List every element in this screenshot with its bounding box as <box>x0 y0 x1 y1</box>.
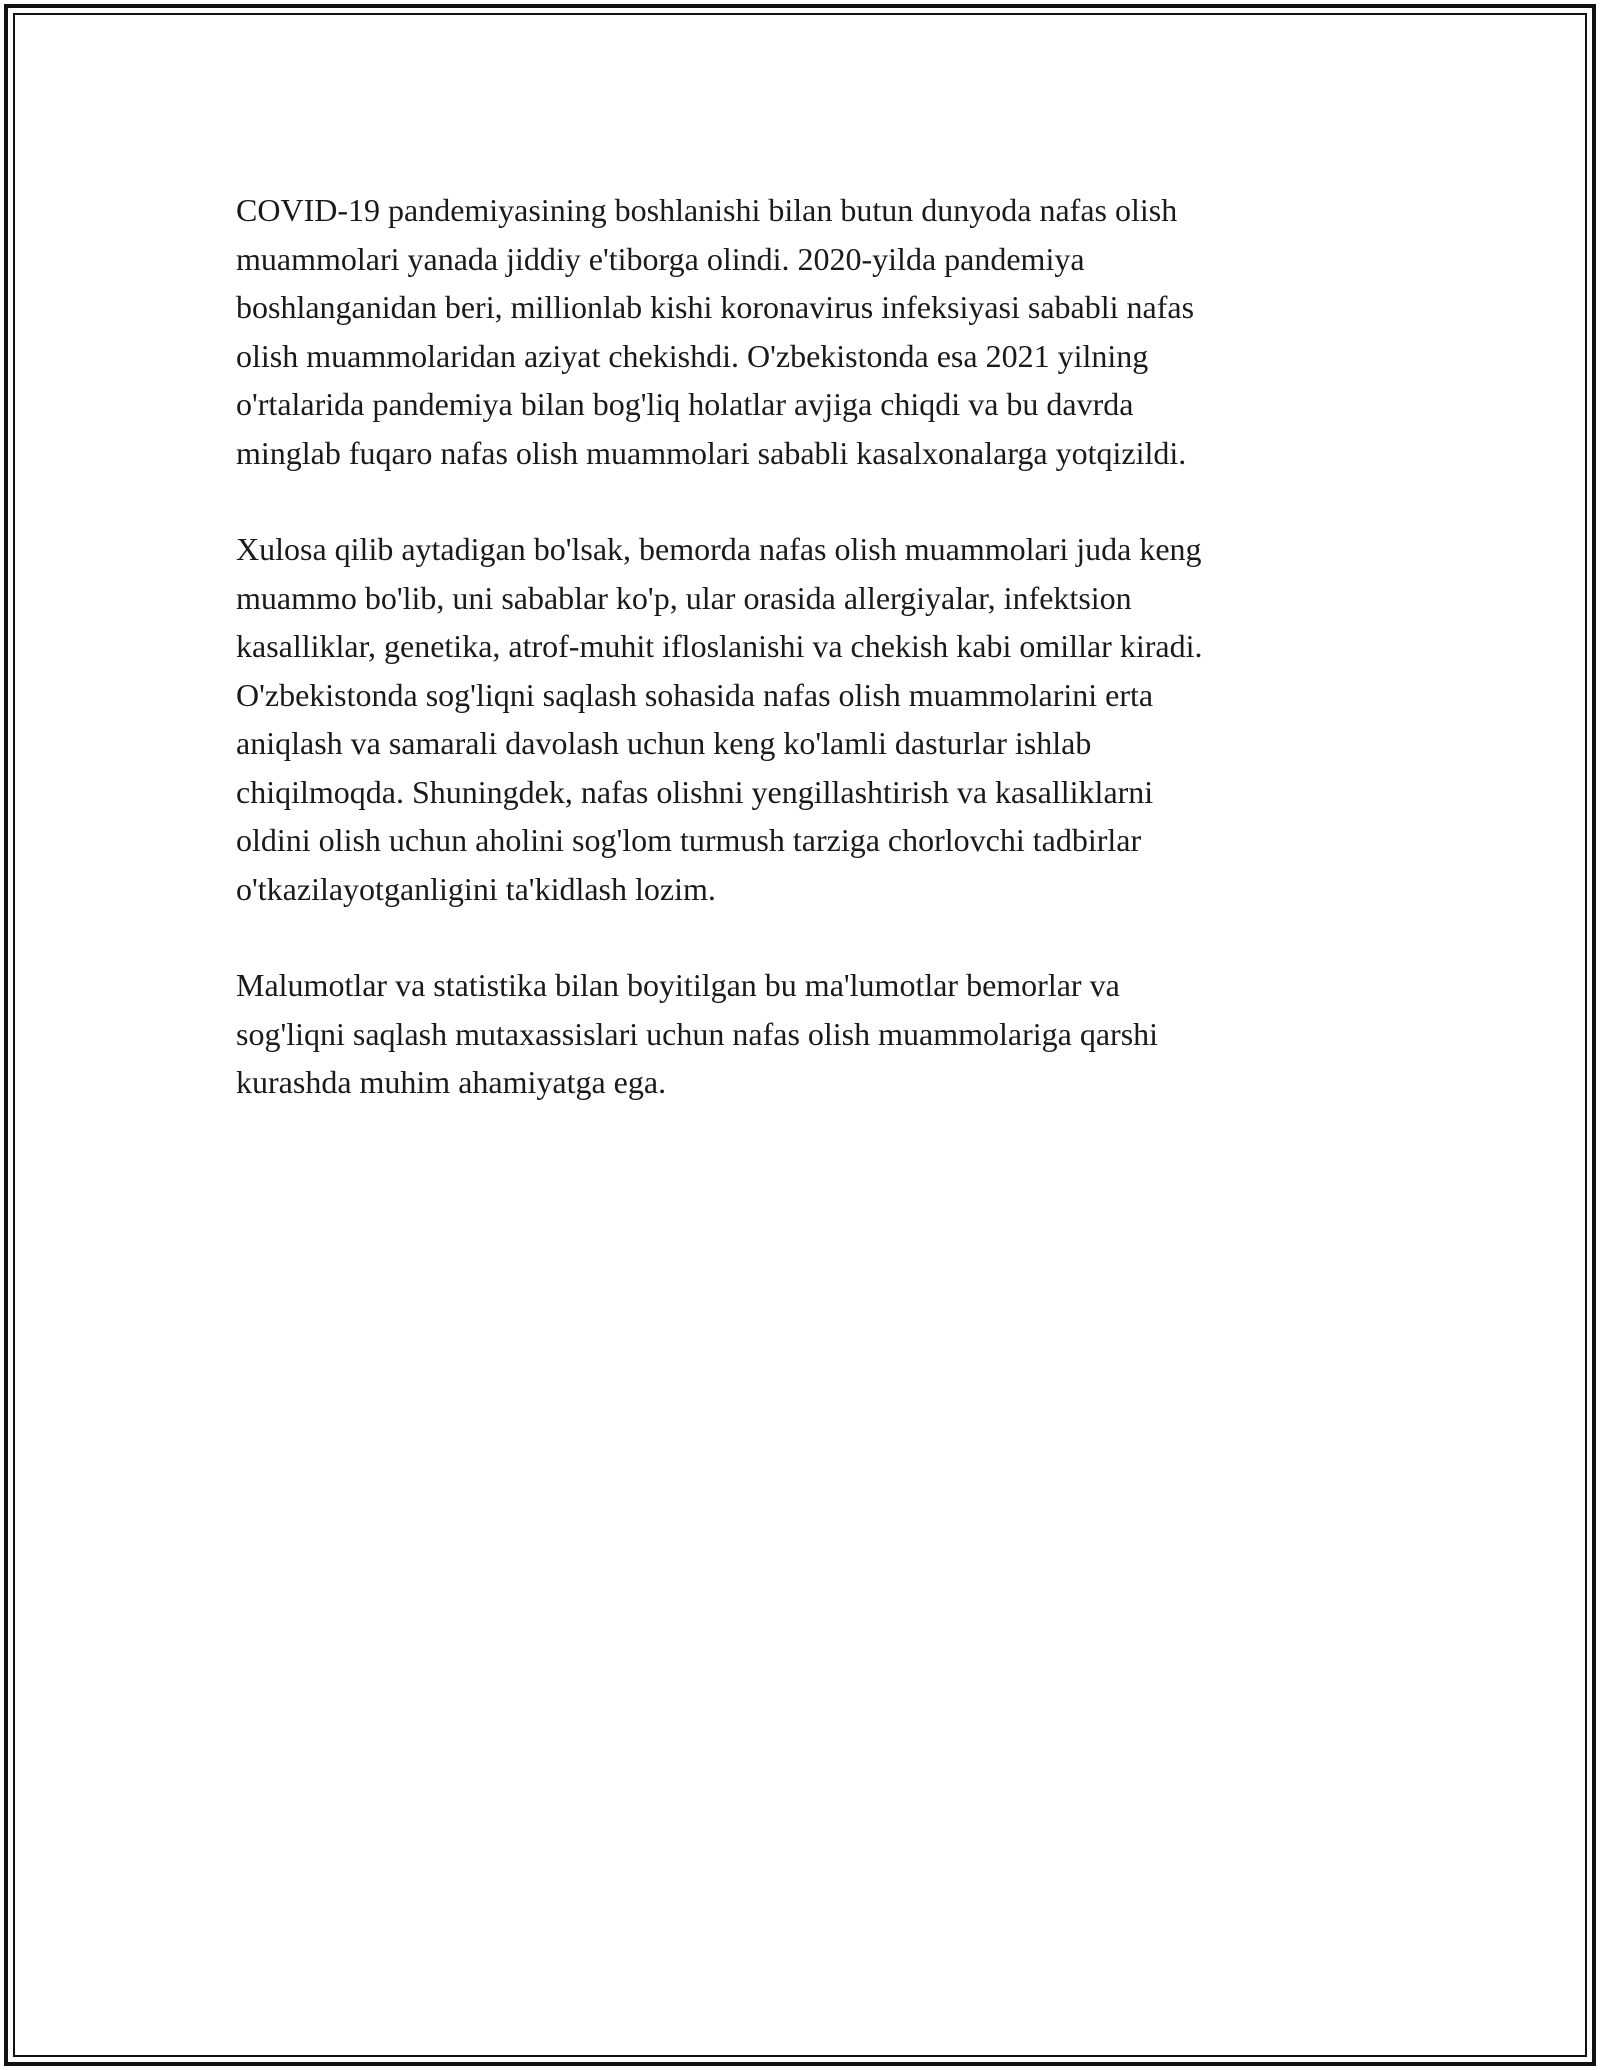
paragraph-conclusion: Xulosa qilib aytadigan bo'lsak, bemorda nafas olish muammolari juda keng muammo bo'lib, uni sabablar ko'p, ular orasida allergiyalar, infektsion kasalliklar, genetika, atrof-muhit ifloslanishi va chekish kabi omillar kiradi. O'zbekistonda sog'liqni saqlash sohasida nafas olish muammolarini erta aniqlash va samarali davolash uchun keng ko'lamli dasturlar ishlab chiqilmoqda. Shuningdek, nafas olishni yengillashtirish va kasalliklarni oldini olish uchun aholini sog'lom turmush tarziga chorlovchi tadbirlar o'tkazilayotganligini ta'kidlash lozim. <box>236 531 1203 907</box>
paragraph-summary: Malumotlar va statistika bilan boyitilgan bu ma'lumotlar bemorlar va sog'liqni saqlash mutaxassislari uchun nafas olish muammolariga qarshi kurashda muhim ahamiyatga ega. <box>236 967 1159 1100</box>
paragraph-covid-pandemic: COVID-19 pandemiyasining boshlanishi bilan butun dunyoda nafas olish muammolari yanada jiddiy e'tiborga olindi. 2020-yilda pandemiya boshlanganidan beri, millionlab kishi koronavirus infeksiyasi sababli nafas olish muammolaridan aziyat chekishdi. O'zbekistonda esa 2021 yilning o'rtalarida pandemiya bilan bog'liq holatlar avjiga chiqdi va bu davrda minglab fuqaro nafas olish muammolari sababli kasalxonalarga yotqizildi. <box>236 192 1195 471</box>
document-body <box>236 186 1356 1155</box>
